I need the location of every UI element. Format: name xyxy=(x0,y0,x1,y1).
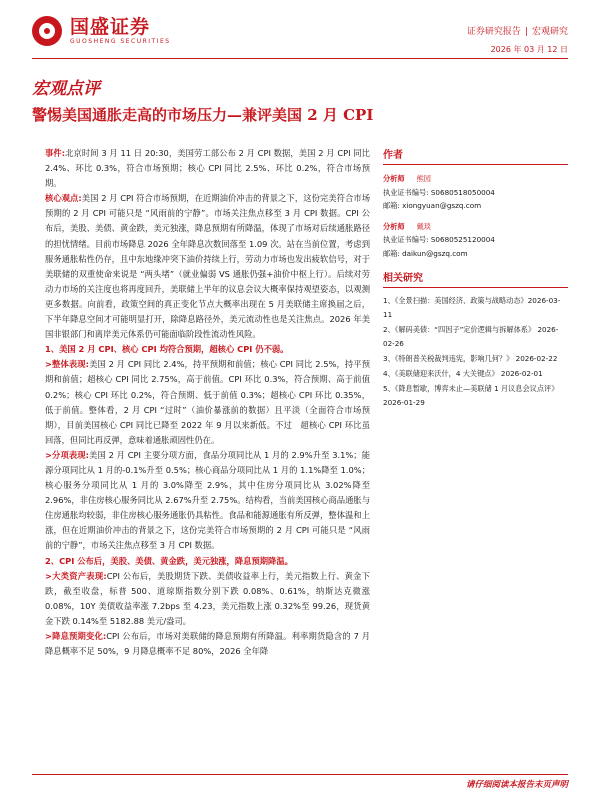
license-label: 执业证书编号: xyxy=(383,187,429,197)
related-research-item[interactable]: 1、《全景扫描：美国经济、政策与战略动态》2026-03-11 xyxy=(383,296,561,319)
report-category: 宏观研究 xyxy=(531,27,568,37)
license-number: S0680518050004 xyxy=(430,187,495,197)
email-label: 邮箱: xyxy=(383,201,400,210)
related-research-list xyxy=(383,294,568,410)
rate-cut-expectation-paragraph xyxy=(45,629,370,659)
related-research-item[interactable]: 5、《降息暂歇，博弈未止—美联储 1 月议息会议点评》2026-01-29 xyxy=(383,384,559,407)
event-text: 北京时间 3 月 11 日 20:30，美国劳工部公布 2 月 CPI 数据，美国 2 月 CPI 同比 2.4%、环比 0.3%，符合市场预期；核心 CPI 同比 2.5%、环比 0.2%，符合市场预期。 xyxy=(45,148,370,189)
overall-performance-paragraph xyxy=(45,357,370,448)
analyst-card xyxy=(383,172,568,213)
component-performance-label: >分项表现: xyxy=(45,449,89,460)
analyst-role: 分析师 xyxy=(383,221,405,231)
related-research-item[interactable]: 2、《解码美债：“四因子”定价逻辑与拆解体系》 2026-02-26 xyxy=(383,325,559,348)
analyst-email: daikun@gszq.com xyxy=(402,248,468,258)
core-view-text: 美国 2 月 CPI 符合市场预期，在近期油价冲击的背景之下，这份完美符合市场预期的 2 月 CPI 可能只是 “风雨前的宁静”。市场关注焦点移至 3 月 CPI 数据。CPI 公布后，美股、美债、黄金跌，美元独涨，降息预期有所降温，体现了市场对后续通胀路径的担忧情绪。目前市场降息 2026 全年降息次数回落至 1.09 次。站在当前位置，考虑到服务通胀粘性仍存，且中东地缘冲突下油价持续上行，劳动力市场也发出疲软信号，对于美联储的双重使命来说是 “两头堵”（就业偏弱 VS 通胀仍强+油价中枢上行）。后续对劳动力市场的关注度也将再度回升，美联储上半年的议息会议大概率保持观望姿态，以观测更多数据。向前看，政策空间的真正变化节点大概率出现在 5 月美联储主席换届之后，下半年降息空间才可能明显打开，除降息路径外，美元流动性也是关注焦点。2026 年美国非银部门和离岸美元体系仍可能面临阶段性流动性风险。 xyxy=(45,193,370,340)
overall-performance-label: >整体表现: xyxy=(45,359,89,370)
logo-text-cn: 国盛证券 xyxy=(70,16,151,38)
header-divider xyxy=(32,58,568,59)
report-date: 2026 年 03 月 12 日 xyxy=(490,45,568,54)
header-separator: | xyxy=(524,27,528,37)
analyst-name: 戴琰 xyxy=(416,221,431,231)
asset-performance-label: >大类资产表现: xyxy=(45,570,107,581)
analyst-name: 熊园 xyxy=(416,174,431,183)
footer-divider xyxy=(32,774,568,775)
report-type: 证券研究报告 xyxy=(466,27,521,37)
analyst-card xyxy=(383,220,568,261)
overall-performance-text: 美国 2 月 CPI 同比 2.4%，持平预期和前值；核心 CPI 同比 2.5%，持平预期和前值；超核心 CPI 同比 2.75%，高于前值。CPI 环比 0.3%，符合预期、高于前值 0.2%；核心 CPI 环比 0.2%，符合预期、低于前值 0.3%；超核心 CPI 环比 0.35%，低于前值。整体看，2 月 CPI “过时”（油价暴涨前的数据）且平淡（全面符合市场预期），目前美国核心 CPI 同比已降至 2022 年 9 月以来新低。不过 超核心 CPI 环比虽回落，但同比再反弹，意味着通胀顽固性仍在。 xyxy=(45,359,370,445)
component-performance-text: 美国 2 月 CPI 主要分项方面，食品分项同比从 1 月的 2.9%升至 3.1%；能源分项同比从 1 月的-0.1%升至 0.5%；核心商品分项同比从 1 月的 1.1%降至 1.0%；核心服务分项同比从 1 月的 3.0%降至 2.9%，其中住房分项同比从 3.02%降至 2.96%，非住房核心服务同比从 2.67%升至 2.75%。结构看，当前美国核心商品通胀与住房通胀均较弱，非住房核心服务通胀仍具粘性。食品和能源通胀有所反弹，整体温和上涨，但在近期油价冲击的背景之下，这份完美符合市场预期的 2 月 CPI 可能只是 “风雨前的宁静”，市场关注焦点移至 3 月 CPI 数据。 xyxy=(45,449,370,551)
asset-performance-text: CPI 公布后，美股期货下跌、美债收益率上行，美元指数上行、黄金下跌，截至收盘，标普 500、道琼斯指数分别下跌 0.08%、0.61%，纳斯达克微涨 0.08%，10Y 美债收益率涨 7.2bps 至 4.23，美元指数上涨 0.32%至 99.26，现货黄金下跌 0.14%至 5182.88 美元/盎司。 xyxy=(45,570,370,626)
related-research-heading: 相关研究 xyxy=(383,269,568,288)
rate-cut-expectation-label: >降息预期变化: xyxy=(45,631,107,641)
core-view-label: 核心观点: xyxy=(45,193,82,204)
report-type-line xyxy=(467,25,568,39)
analyst-role: 分析师 xyxy=(383,174,405,183)
event-paragraph xyxy=(45,146,370,191)
report-section-label: 宏观点评 xyxy=(32,79,100,99)
logo-icon xyxy=(32,16,62,46)
related-research-item[interactable]: 4、《美联储迎来沃什，4 大关键点》 2026-02-01 xyxy=(383,369,543,378)
company-logo xyxy=(32,16,171,46)
section-1-heading: 1、美国 2 月 CPI、核心 CPI 均符合预期，超核心 CPI 仍不弱。 xyxy=(45,344,289,355)
sidebar xyxy=(383,146,568,411)
analyst-email: xiongyuan@gszq.com xyxy=(402,201,482,210)
asset-performance-paragraph xyxy=(45,569,370,629)
event-label: 事件: xyxy=(45,148,66,158)
rate-cut-expectation-text: CPI 公布后，市场对美联储的降息预期有所降温。利率期货隐含的 7 月降息概率不足 50%，9 月降息概率不足 80%，2026 全年降 xyxy=(45,631,371,657)
component-performance-paragraph xyxy=(45,448,370,554)
email-label: 邮箱: xyxy=(383,248,400,258)
core-view-paragraph xyxy=(45,191,370,342)
related-research-item[interactable]: 3、《特朗普关税裁判违宪，影响几何？》 2026-02-22 xyxy=(383,354,558,363)
authors-heading: 作者 xyxy=(383,146,568,165)
report-title: 警惕美国通胀走高的市场压力—兼评美国 2 月 CPI xyxy=(32,106,374,124)
license-number: S0680525120004 xyxy=(430,235,495,244)
footer-disclaimer: 请仔细阅读本报告末页声明 xyxy=(465,780,568,790)
main-content xyxy=(45,146,370,659)
section-2-heading: 2、CPI 公布后，美股、美债、黄金跌，美元独涨，降息预期降温。 xyxy=(45,555,293,566)
license-label: 执业证书编号: xyxy=(383,235,429,244)
logo-text-en: GUOSHENG SECURITIES xyxy=(70,38,171,45)
